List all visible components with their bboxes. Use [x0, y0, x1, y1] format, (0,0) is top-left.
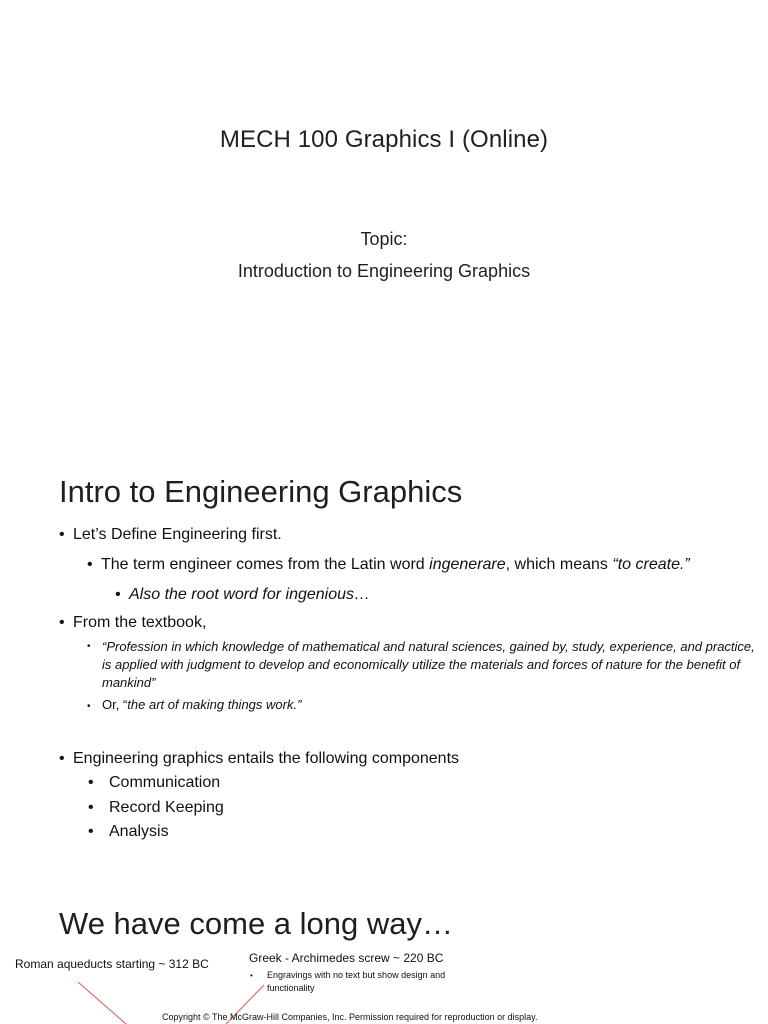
bullet-dot: • — [88, 823, 94, 840]
bullet-dot: • — [59, 526, 65, 543]
bullet-dot: • — [59, 750, 65, 767]
bullet-text: From the textbook, — [73, 614, 207, 631]
roman-leader-line — [78, 982, 126, 1024]
meaning-quote: “to create.” — [612, 556, 690, 573]
greek-engravings-note — [250, 969, 480, 995]
bullet-dot: • — [88, 799, 94, 816]
greek-archimedes-label: Greek - Archimedes screw ~ 220 BC — [249, 951, 444, 965]
bullet-dot: • — [250, 971, 253, 980]
course-title: MECH 100 Graphics I (Online) — [219, 126, 549, 153]
latin-word: ingenerare — [429, 556, 506, 573]
bullet-text: Also the root word for ingenious… — [129, 586, 371, 603]
component-label: Record Keeping — [109, 799, 224, 816]
bullet-dot: • — [87, 556, 93, 573]
bullet-text-mid: , which means — [505, 556, 613, 573]
bullet-dot: • — [87, 641, 91, 652]
component-label: Analysis — [109, 823, 169, 840]
bullet-dot: • — [88, 774, 94, 791]
bullet-dot: • — [59, 614, 65, 631]
copyright-notice: Copyright © The McGraw-Hill Companies, Inc. Permission required for reproduction or display. — [162, 1012, 538, 1022]
topic-text: Introduction to Engineering Graphics — [237, 261, 531, 281]
bullet-text-pre: Or, “ — [102, 697, 128, 712]
bullet-text-italic: the art of making things work.” — [127, 697, 302, 712]
topic-label: Topic: — [360, 229, 408, 249]
bullet-text: Engineering graphics entails the following components — [73, 750, 460, 767]
bullet-dot: • — [87, 701, 91, 712]
component-label: Communication — [109, 774, 221, 791]
bullet-text: “Profession in which knowledge of mathematical and natural sciences, gained by, study, experience, and practice, is applied with judgment to develop and economically utilize the materials and forces of nature for the benefit of mankind” — [102, 639, 755, 690]
slide-title-history: We have come a long way… — [59, 906, 454, 941]
roman-aqueducts-label: Roman aqueducts starting ~ 312 BC — [15, 957, 209, 971]
bullet-dot: • — [115, 586, 121, 603]
slide-title-intro: Intro to Engineering Graphics — [59, 474, 463, 509]
note-text: Engravings with no text but show design and functionality — [267, 970, 446, 993]
bullet-text-pre: The term engineer comes from the Latin word — [101, 556, 430, 573]
bullet-text: Let’s Define Engineering first. — [73, 526, 282, 543]
